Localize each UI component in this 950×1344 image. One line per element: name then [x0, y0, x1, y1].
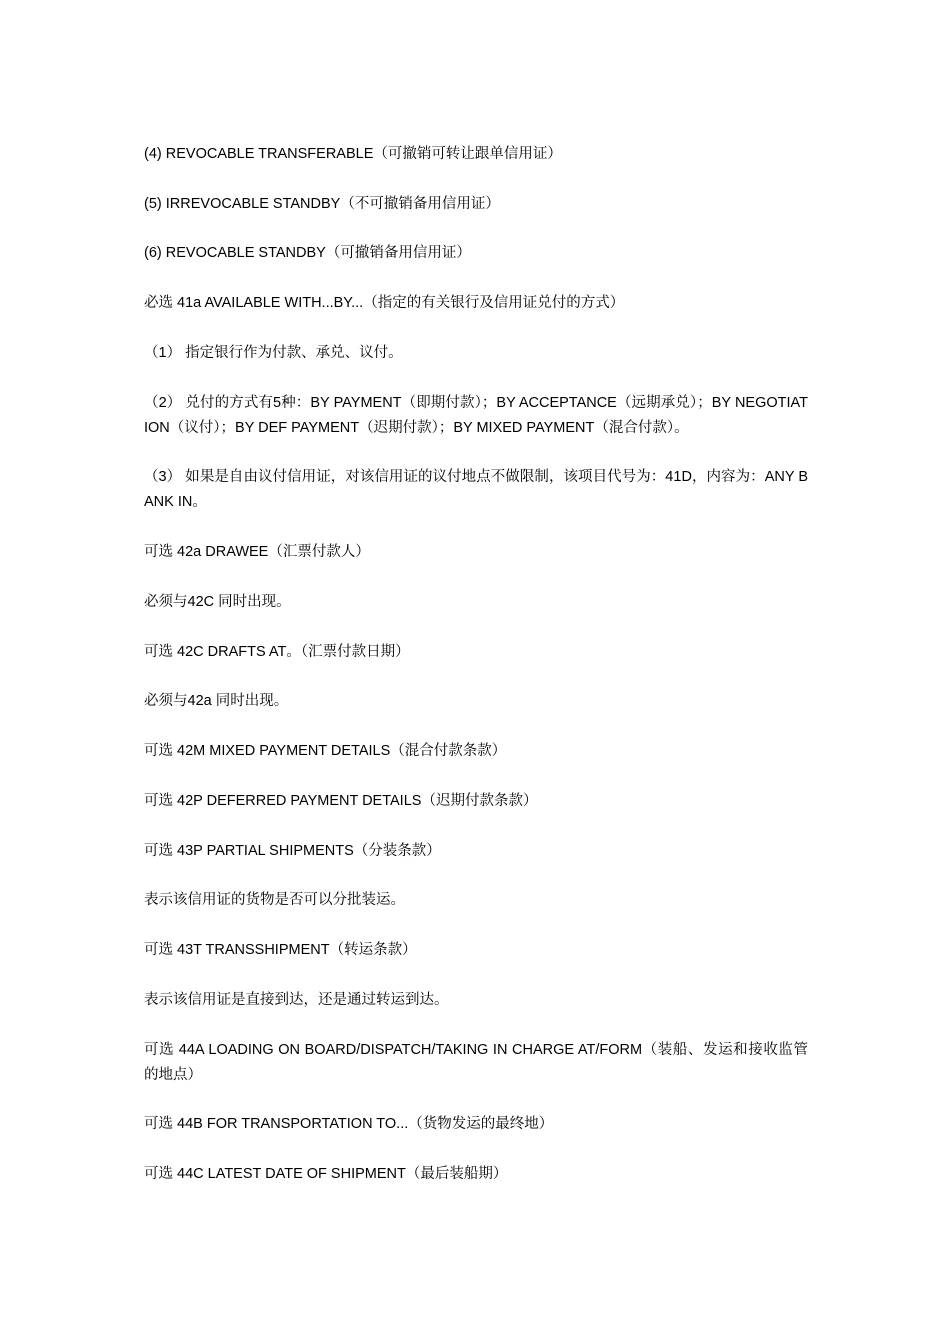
- paragraph-42p-deferred-payment: 可选 42P DEFERRED PAYMENT DETAILS（迟期付款条款）: [144, 793, 538, 809]
- paragraph-43t-transshipment: 可选 43T TRANSSHIPMENT（转运条款）: [144, 942, 417, 958]
- paragraph-44a-loading-on-board: 可选 44A LOADING ON BOARD/DISPATCH/TAKING IN CHARGE AT/FORM（装船、发运和接收监管的地点）: [144, 1042, 808, 1083]
- paragraph-42c-drafts-at: 可选 42C DRAFTS AT。（汇票付款日期）: [144, 644, 410, 660]
- paragraph-43p-partial-shipments: 可选 43P PARTIAL SHIPMENTS（分装条款）: [144, 843, 441, 859]
- paragraph-42c-note: 必须与42a 同时出现。: [144, 693, 289, 709]
- paragraph-44c-latest-date: 可选 44C LATEST DATE OF SHIPMENT（最后装船期）: [144, 1166, 508, 1182]
- paragraph-42m-mixed-payment: 可选 42M MIXED PAYMENT DETAILS（混合付款条款）: [144, 743, 507, 759]
- paragraph-41a-note-2: （2） 兑付的方式有5种：BY PAYMENT（即期付款）；BY ACCEPTANCE（远期承兑）；BY NEGOTIATION（议付）；BY DEF PAYMENT（迟期付款）；BY MIXED PAYMENT（混合付款）。: [144, 395, 808, 436]
- paragraph-42a-note: 必须与42C 同时出现。: [144, 594, 291, 610]
- paragraph-irrevocable-standby: (5) IRREVOCABLE STANDBY（不可撤销备用信用证）: [144, 196, 500, 212]
- paragraph-41a-note-3: （3） 如果是自由议付信用证，对该信用证的议付地点不做限制，该项目代号为：41D，内容为：ANY BANK IN。: [144, 469, 808, 510]
- paragraph-44b-for-transportation: 可选 44B FOR TRANSPORTATION TO...（货物发运的最终地）: [144, 1116, 554, 1132]
- paragraph-41a-note-1: （1） 指定银行作为付款、承兑、议付。: [144, 345, 403, 361]
- paragraph-revocable-standby: (6) REVOCABLE STANDBY（可撤销备用信用证）: [144, 245, 471, 261]
- paragraph-42a-drawee: 可选 42a DRAWEE（汇票付款人）: [144, 544, 370, 560]
- paragraph-41a-available-with: 必选 41a AVAILABLE WITH...BY...（指定的有关银行及信用证兑付的方式）: [144, 295, 625, 311]
- paragraph-43t-note: 表示该信用证是直接到达，还是通过转运到达。: [144, 992, 449, 1008]
- paragraph-revocable-transferable: (4) REVOCABLE TRANSFERABLE（可撤销可转让跟单信用证）: [144, 146, 562, 162]
- paragraph-43p-note: 表示该信用证的货物是否可以分批装运。: [144, 892, 405, 908]
